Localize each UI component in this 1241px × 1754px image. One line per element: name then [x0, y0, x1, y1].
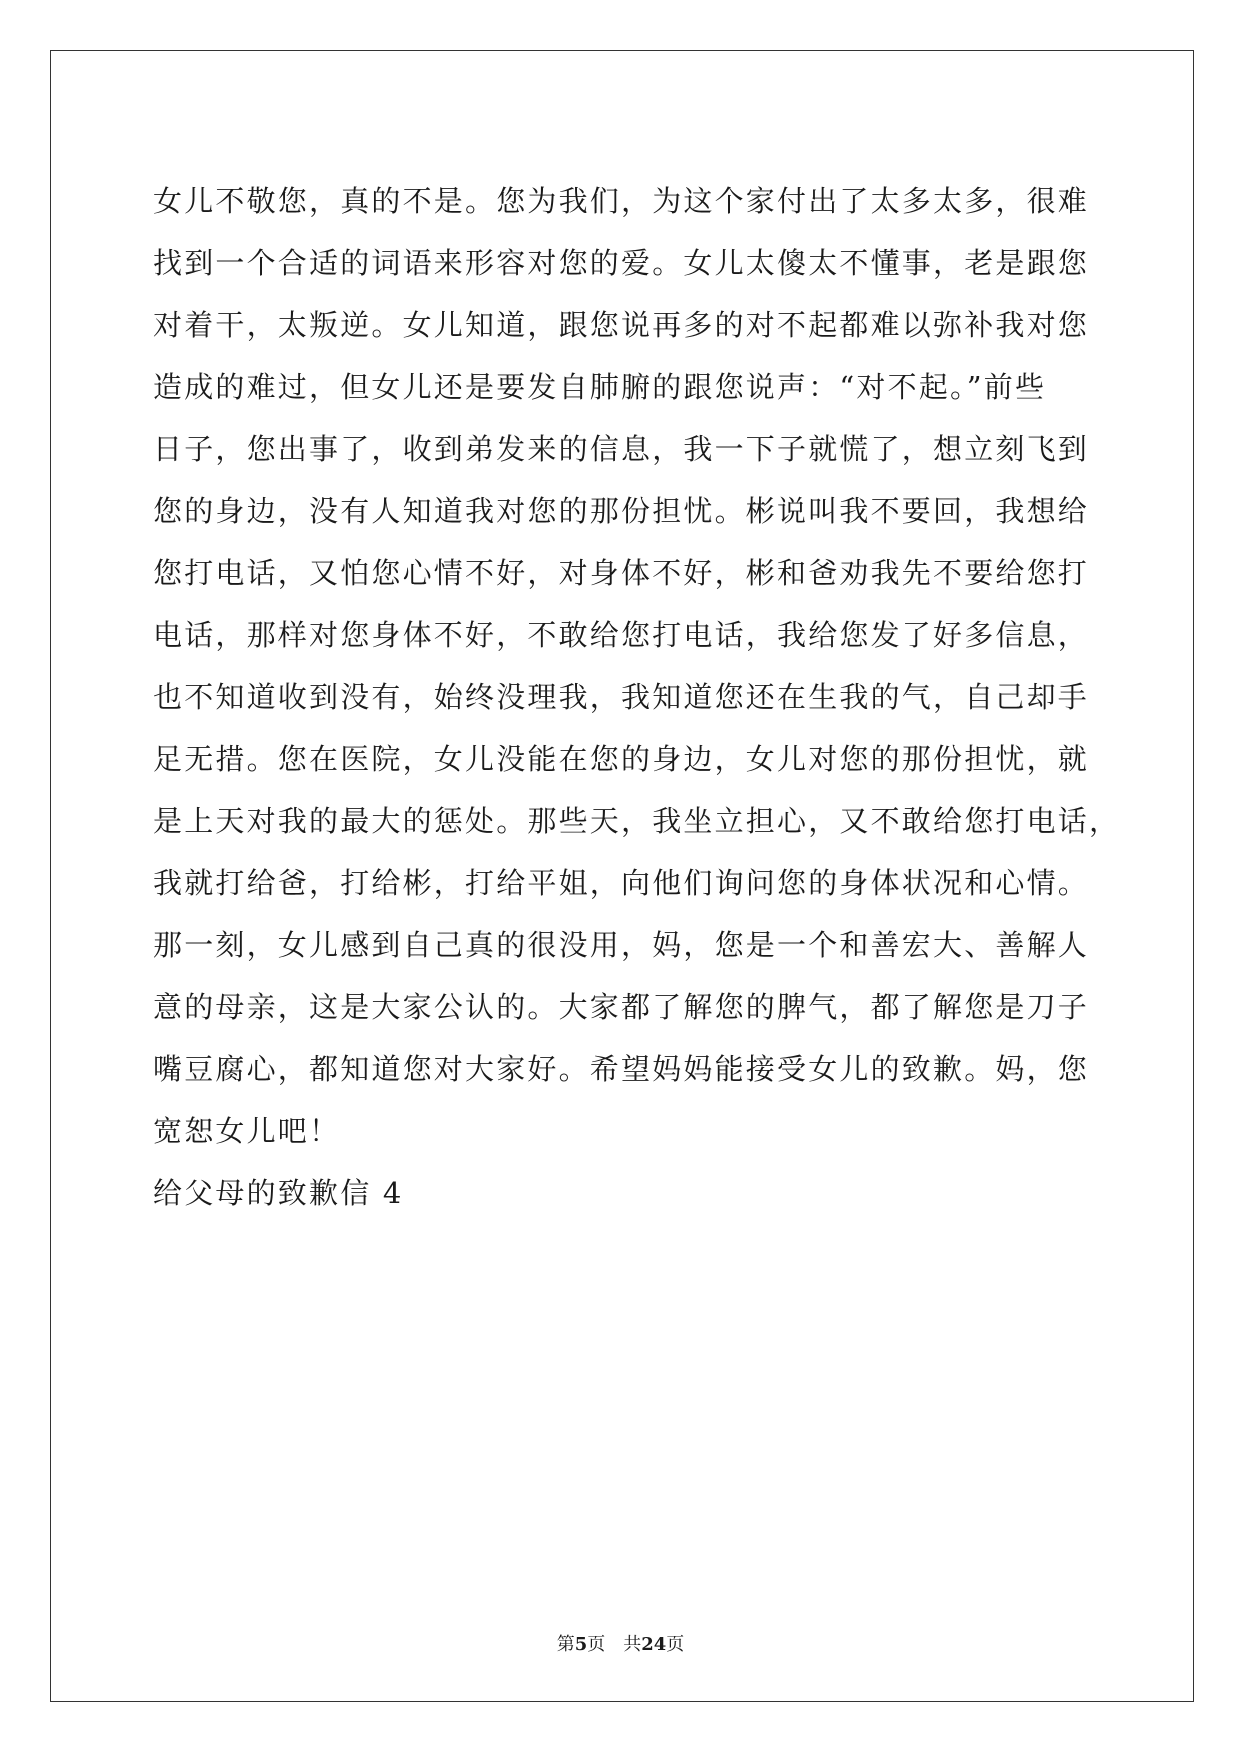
body-line: 意的母亲，这是大家公认的。大家都了解您的脾气，都了解您是刀子	[153, 990, 1090, 1024]
body-line: 找到一个合适的词语来形容对您的爱。女儿太傻太不懂事，老是跟您	[153, 246, 1090, 280]
document-body	[153, 160, 1121, 1234]
page-footer	[0, 1630, 1241, 1656]
footer-page-suffix: 页	[587, 1634, 606, 1655]
body-line: 女儿不敬您，真的不是。您为我们，为这个家付出了太多太多，很难	[153, 184, 1090, 218]
footer-total-pages: 24	[641, 1634, 667, 1655]
body-line: 也不知道收到没有，始终没理我，我知道您还在生我的气，自己却手	[153, 680, 1090, 714]
body-line: 电话，那样对您身体不好，不敢给您打电话，我给您发了好多信息，	[153, 618, 1090, 652]
footer-total-prefix: 共	[623, 1634, 642, 1655]
body-line: 是上天对我的最大的惩处。那些天，我坐立担心，又不敢给您打电话，	[153, 804, 1121, 838]
body-line: 您的身边，没有人知道我对您的那份担忧。彬说叫我不要回，我想给	[153, 494, 1090, 528]
section-heading: 给父母的致歉信 4	[153, 1176, 404, 1210]
body-line: 宽恕女儿吧！	[153, 1114, 341, 1148]
footer-prefix: 第	[556, 1634, 575, 1655]
footer-total-suffix: 页	[666, 1634, 685, 1655]
body-line: 造成的难过，但女儿还是要发自肺腑的跟您说声：“对不起。”前些	[153, 370, 1047, 404]
body-line: 您打电话，又怕您心情不好，对身体不好，彬和爸劝我先不要给您打	[153, 556, 1090, 590]
body-line: 那一刻，女儿感到自己真的很没用，妈，您是一个和善宏大、善解人	[153, 928, 1090, 962]
footer-page-number: 5	[574, 1634, 588, 1655]
body-line: 嘴豆腐心，都知道您对大家好。希望妈妈能接受女儿的致歉。妈，您	[153, 1052, 1090, 1086]
body-line: 足无措。您在医院，女儿没能在您的身边，女儿对您的那份担忧，就	[153, 742, 1090, 776]
body-line: 我就打给爸，打给彬，打给平姐，向他们询问您的身体状况和心情。	[153, 866, 1090, 900]
body-line: 对着干，太叛逆。女儿知道，跟您说再多的对不起都难以弥补我对您	[153, 308, 1090, 342]
body-line: 日子，您出事了，收到弟发来的信息，我一下子就慌了，想立刻飞到	[153, 432, 1090, 466]
